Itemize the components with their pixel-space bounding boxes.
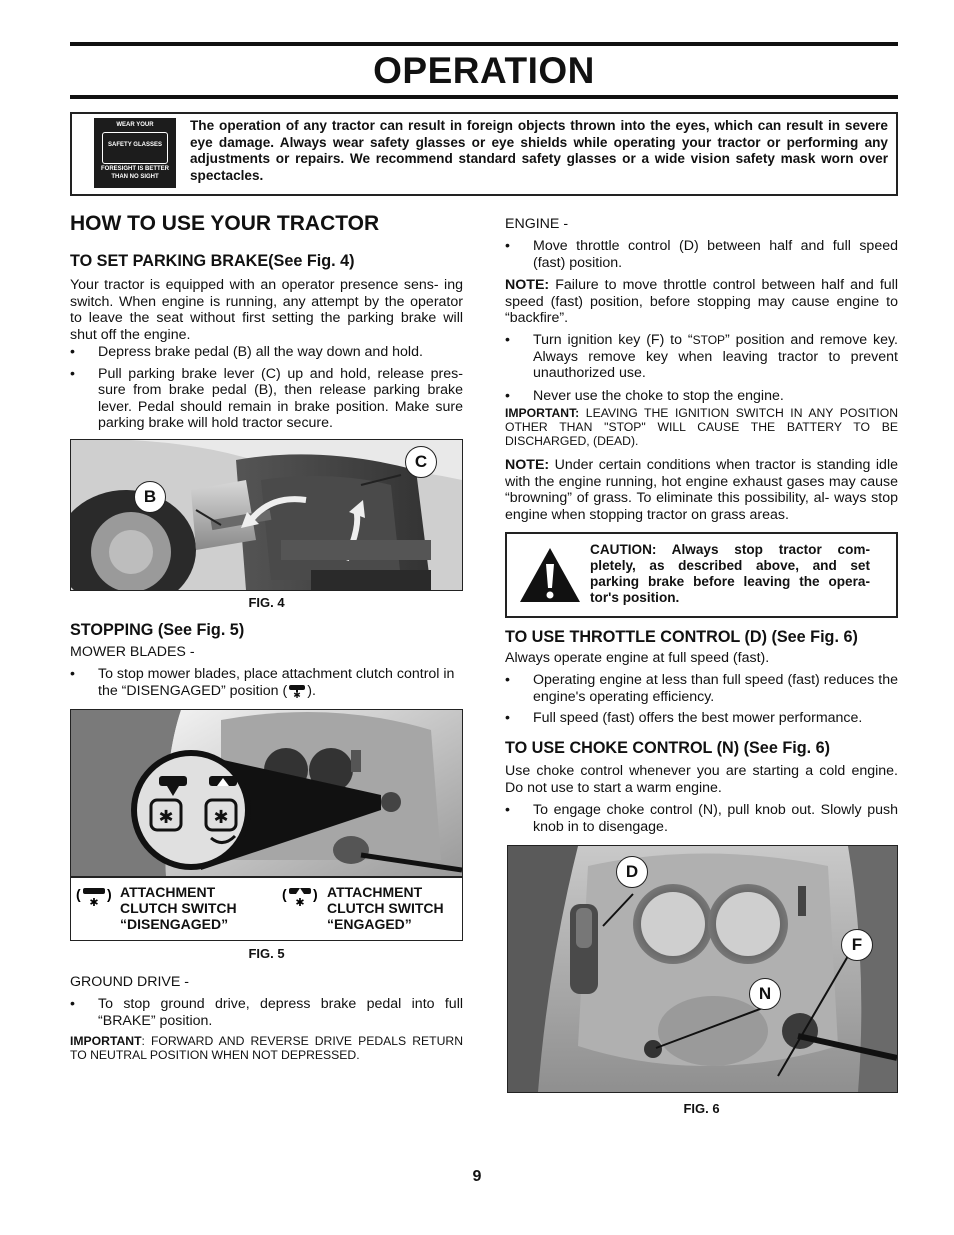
svg-text:✱: ✱ — [89, 896, 99, 907]
parking-brake-intro: Your tractor is equipped with an operator presence sens- ing switch. When engine is running, any attempt by the operator to leave the seat without first setting the parking brake will shut off the engine. — [70, 277, 463, 343]
mower-blades-label: MOWER BLADES - — [70, 644, 195, 660]
list-item: • Pull parking brake lever (C) up and hold, release pres- sure from brake pedal (B), then release parking brake lever. Pedal should remain in brake position. Make sure parking brake will hold tractor secure. — [70, 365, 463, 431]
mower-stop-steps — [70, 666, 463, 702]
page-number: 9 — [472, 1168, 482, 1185]
ground-drive-important: IMPORTANT: FORWARD AND REVERSE DRIVE PEDALS RETURN TO NEUTRAL POSITION WHEN NOT DEPRESSED. — [70, 1034, 463, 1062]
list-item: • Never use the choke to stop the engine. — [505, 387, 784, 404]
svg-text:✱: ✱ — [158, 807, 174, 828]
list-item: • To engage choke control (N), pull knob out. Slowly push knob in to disengage. — [505, 802, 898, 835]
callout-b: B — [134, 481, 166, 513]
sign-line-2: SAFETY GLASSES — [108, 142, 162, 148]
svg-text:(: ( — [76, 886, 81, 902]
choke-intro: Use choke control whenever you are starting a cold engine. Do not use to start a warm engine. — [505, 763, 898, 796]
figure-5-caption: FIG. 5 — [248, 946, 285, 961]
dashboard-controls-illustration — [508, 846, 897, 1092]
throttle-steps — [505, 672, 898, 727]
sign-line-1: WEAR YOUR — [116, 122, 154, 128]
warning-triangle-icon — [518, 546, 582, 609]
callout-f: F — [841, 929, 873, 961]
stopping-heading: STOPPING (See Fig. 5) — [70, 621, 245, 639]
list-item: • Depress brake pedal (B) all the way down and hold. — [70, 344, 423, 360]
section-title: HOW TO USE YOUR TRACTOR — [70, 212, 380, 235]
clutch-disengaged-icon — [287, 684, 307, 703]
figure-6-image — [507, 845, 898, 1093]
engine-important: IMPORTANT: LEAVING THE IGNITION SWITCH IN ANY POSITION OTHER THAN "STOP" WILL CAUSE THE BATTERY TO BE DISCHARGED, (DEAD). — [505, 406, 898, 448]
svg-text:): ) — [313, 886, 318, 902]
list-item: • To stop ground drive, depress brake pedal into full “BRAKE” position. — [70, 996, 463, 1029]
svg-text:(: ( — [282, 886, 287, 902]
svg-text:✱: ✱ — [213, 807, 229, 828]
header-rule-bottom — [70, 95, 898, 99]
callout-c: C — [405, 446, 437, 478]
choke-heading: TO USE CHOKE CONTROL (N) (See Fig. 6) — [505, 739, 830, 757]
list-item: • Move throttle control (D) between half and full speed (fast) position. — [505, 238, 898, 271]
safety-glasses-sign — [94, 118, 176, 188]
parking-brake-heading: TO SET PARKING BRAKE(See Fig. 4) — [70, 252, 355, 270]
engaged-symbol-icon — [281, 885, 321, 912]
engine-note-1: NOTE: Failure to move throttle control between half and full speed (fast) position, before stopping may cause engine to “backfire”. — [505, 277, 898, 326]
clutch-switch-illustration — [71, 710, 462, 876]
sign-line-4: THAN NO SIGHT — [111, 174, 159, 180]
throttle-heading: TO USE THROTTLE CONTROL (D) (See Fig. 6) — [505, 628, 858, 646]
figure-4-image — [70, 439, 463, 591]
figure-5-image — [70, 709, 463, 941]
figure-4-caption: FIG. 4 — [248, 595, 285, 610]
svg-text:): ) — [107, 886, 112, 902]
page-title: OPERATION — [373, 50, 595, 91]
list-item: • Operating engine at less than full speed (fast) reduces the engine's operating efficiency. — [505, 672, 898, 705]
ground-drive-label: GROUND DRIVE - — [70, 974, 190, 990]
svg-text:✱: ✱ — [293, 690, 302, 698]
figure-6-caption: FIG. 6 — [683, 1101, 720, 1116]
throttle-intro: Always operate engine at full speed (fast). — [505, 650, 770, 666]
callout-n: N — [749, 978, 781, 1010]
safety-glasses-icon — [102, 132, 168, 164]
engaged-label: ATTACHMENT CLUTCH SWITCH “ENGAGED” — [327, 884, 444, 932]
parking-brake-steps — [70, 344, 463, 432]
engine-label: ENGINE - — [505, 216, 569, 232]
list-item: • Turn ignition key (F) to “STOP” position and remove key. Always remove key when leaving tractor to prevent unauthorized use. — [505, 332, 898, 381]
engine-steps-2 — [505, 332, 898, 404]
tractor-brake-illustration — [71, 440, 462, 590]
sign-line-3: FORESIGHT IS BETTER — [100, 166, 169, 172]
list-item: • To stop mower blades, place attachment clutch control in the “DISENGAGED” position ( ✱ ). — [70, 666, 463, 702]
callout-d: D — [616, 856, 648, 888]
safety-warning-text: The operation of any tractor can result in foreign objects thrown into the eyes, which can result in severe eye damage. Always wear safety glasses or eye shields while operating your tractor or performing any adjustments or repairs. We recommend standard safety glasses or a wide vision safety mask worn over spectacles. — [190, 118, 888, 183]
svg-text:✱: ✱ — [295, 896, 305, 907]
ground-drive-steps — [70, 996, 463, 1029]
list-item: • Full speed (fast) offers the best mower performance. — [505, 710, 863, 726]
figure-5-divider — [71, 876, 462, 878]
disengaged-symbol-icon — [75, 885, 115, 912]
engine-note-2: NOTE: Under certain conditions when tractor is standing idle with the engine running, hot engine exhaust gases may cause “browning” of grass. To eliminate this possibility, al- ways stop engine when stopping tractor on grass areas. — [505, 457, 898, 523]
choke-steps — [505, 802, 898, 835]
caution-text: CAUTION: Always stop tractor com- pletely, as described above, and set parking brake before leaving the opera- tor's position. — [590, 542, 870, 605]
engine-steps-1 — [505, 238, 898, 271]
disengaged-label: ATTACHMENT CLUTCH SWITCH “DISENGAGED” — [120, 884, 237, 932]
